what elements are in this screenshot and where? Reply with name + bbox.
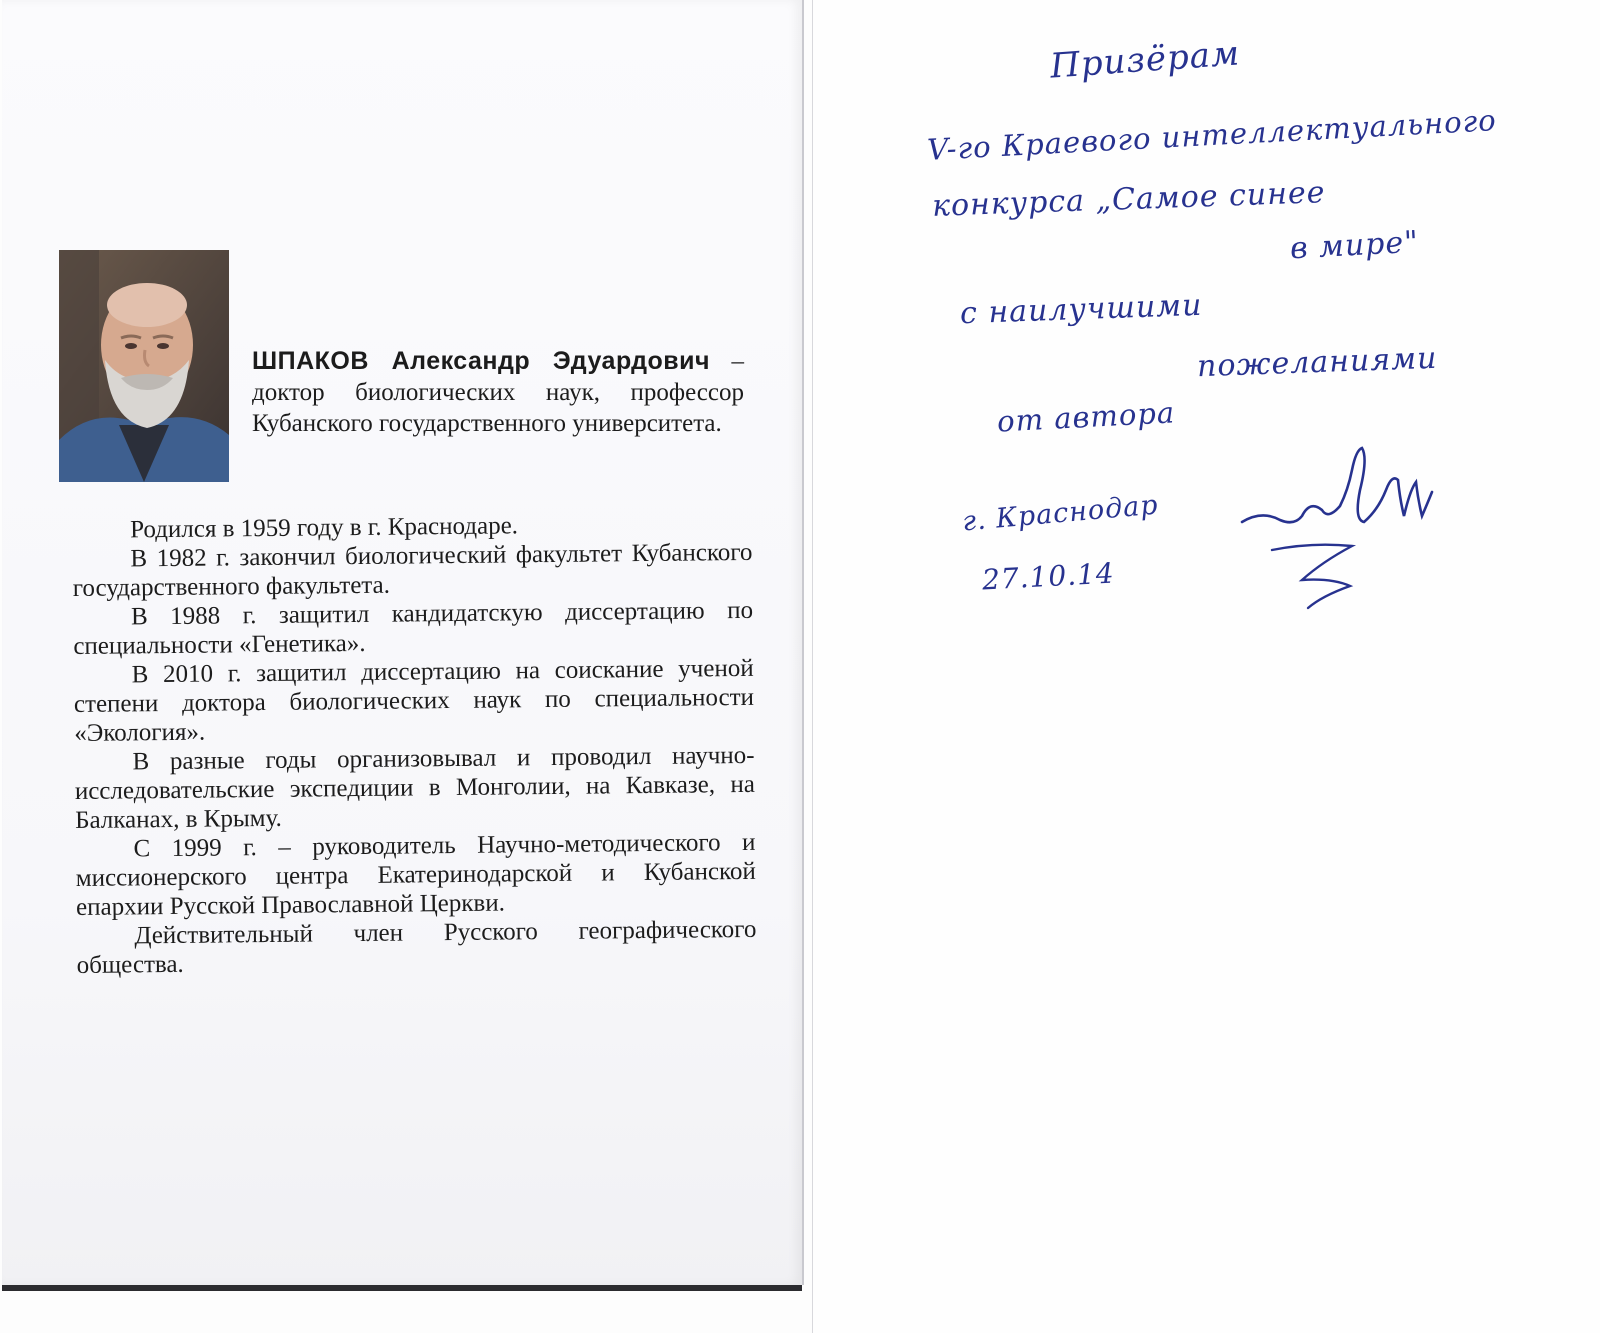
- bio-paragraph: В 1988 г. защитил кандидатскую диссертацию по специальности «Генетика».: [73, 596, 754, 660]
- bio-paragraph: В разные годы организовывал и проводил научно-исследовательские экспедиции в Монголии, на Кавказе, на Балканах, в Крыму.: [74, 741, 755, 834]
- author-name: ШПАКОВ Александр Эдуардович: [252, 347, 710, 375]
- inscription-line: V-го Краевого интеллектуального: [926, 103, 1498, 167]
- author-signature: [1232, 430, 1452, 620]
- inscription-line: от автора: [996, 395, 1176, 439]
- handwritten-inscription: [812, 0, 1600, 1333]
- author-photo: [59, 250, 229, 482]
- inscription-line: в мире": [1289, 224, 1420, 267]
- bio-paragraph: В 1982 г. закончил биологический факультет Кубанского государственного факультета.: [72, 538, 753, 602]
- bio-paragraph: В 2010 г. защитил диссертацию на соискание ученой степени доктора биологических наук по специальности «Экология».: [73, 654, 755, 747]
- bio-paragraph: С 1999 г. – руководитель Научно-методического и миссионерского центра Екатеринодарской и Кубанской епархии Русской Православной Церкви.: [75, 828, 756, 921]
- author-portrait-image: [59, 250, 229, 482]
- bio-paragraph: Родился в 1959 году в г. Краснодаре.: [130, 512, 519, 544]
- inscription-line: конкурса „Самое синее: [931, 175, 1326, 224]
- author-title: – доктор биологических наук, профессор Кубанского государственного университета.: [252, 348, 744, 437]
- author-bio-header: [252, 346, 744, 439]
- inscription-line: г. Краснодар: [961, 489, 1160, 538]
- inscription-line: 27.10.14: [981, 556, 1116, 597]
- inscription-line: с наилучшими: [959, 287, 1203, 332]
- bio-paragraph: Действительный член Русского географического общества.: [76, 915, 757, 979]
- inscription-line: пожеланиями: [1196, 340, 1438, 385]
- left-page: [2, 0, 804, 1285]
- inscription-line: Призёрам: [1048, 33, 1242, 87]
- author-biography: [72, 509, 757, 980]
